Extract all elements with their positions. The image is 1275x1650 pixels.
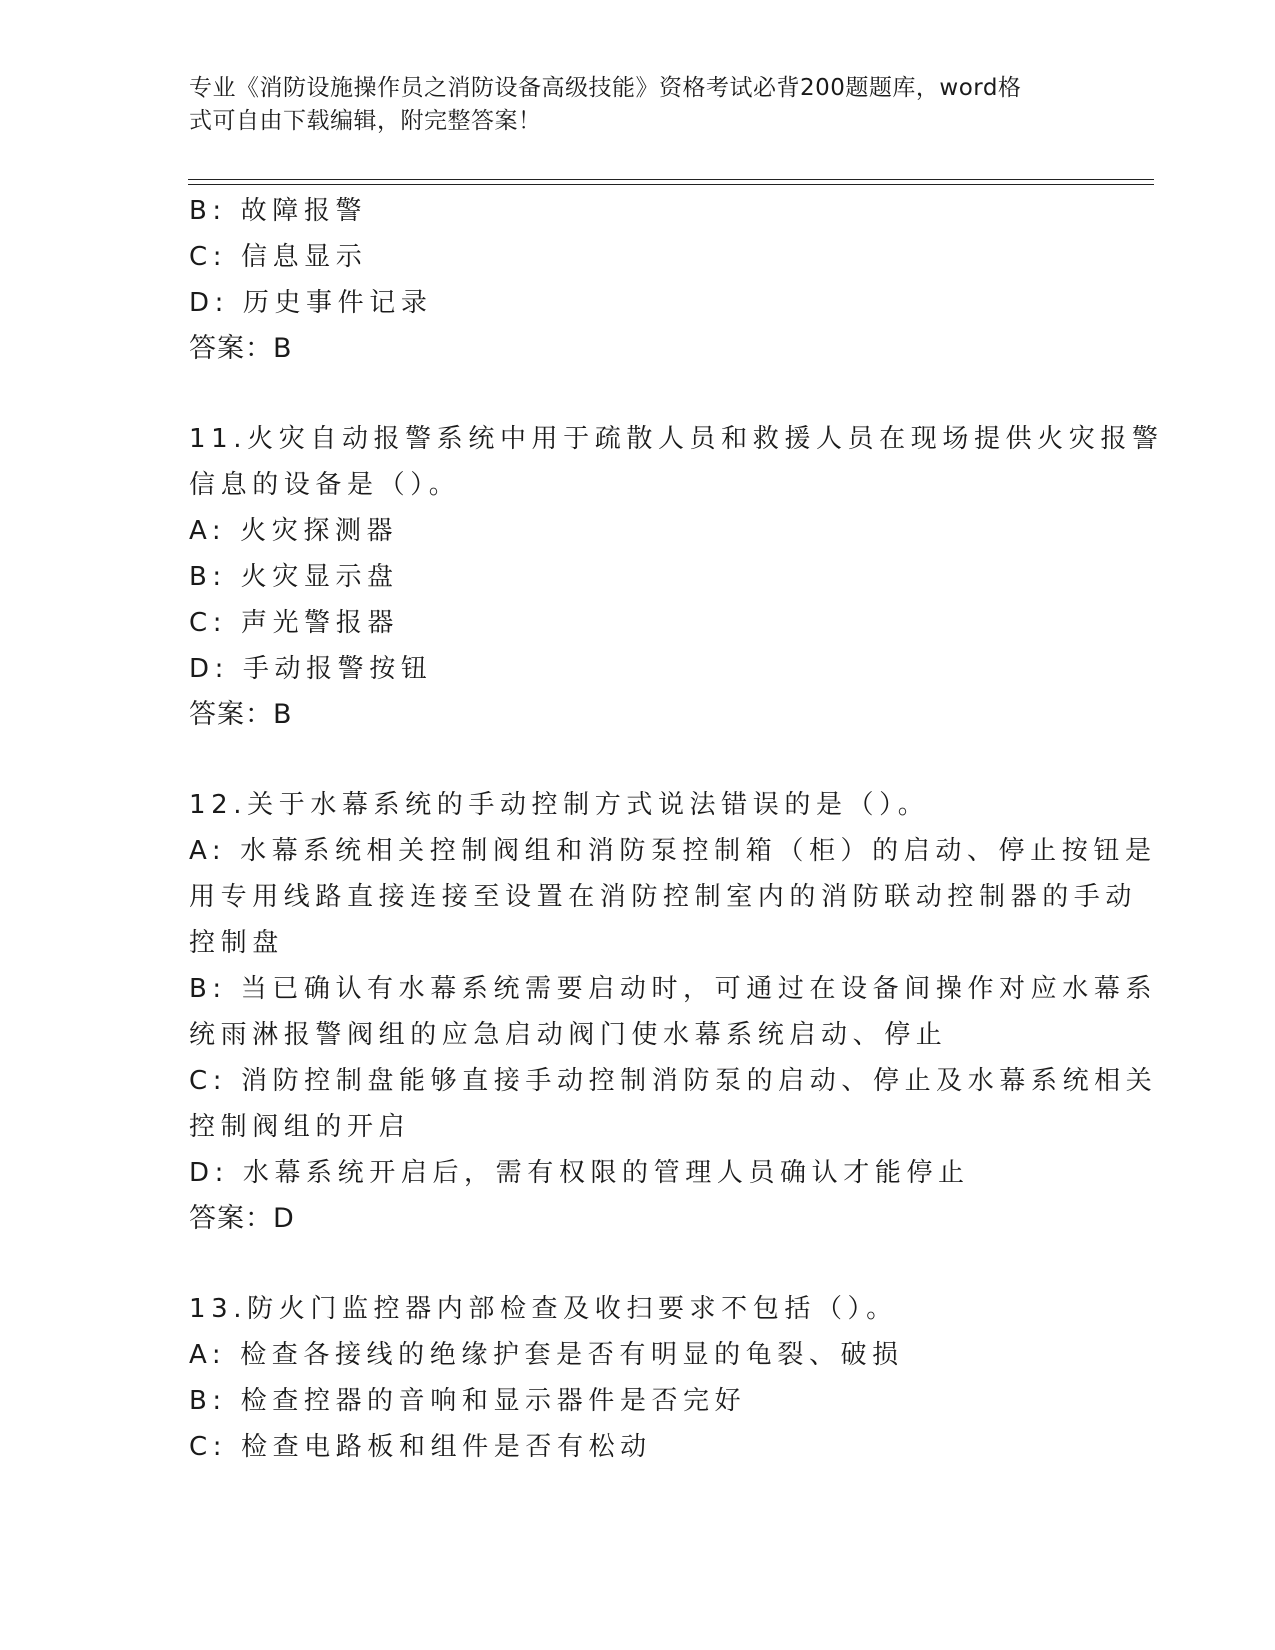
option-a: A: 水幕系统相关控制阀组和消防泵控制箱（柜）的启动、停止按钮是 bbox=[189, 836, 1157, 866]
option-a: A: 检查各接线的绝缘护套是否有明显的龟裂、破损 bbox=[189, 1340, 904, 1370]
answer: 答案：B bbox=[189, 699, 293, 730]
option-a: A: 火灾探测器 bbox=[189, 516, 399, 546]
option-d: D: 历史事件记录 bbox=[189, 288, 433, 318]
spacer bbox=[189, 1242, 1089, 1286]
option-c: C: 消防控制盘能够直接手动控制消防泵的启动、停止及水幕系统相关 bbox=[189, 1066, 1158, 1096]
question-11 bbox=[189, 416, 1164, 738]
question-stem: 13.防火门监控器内部检查及收扫要求不包括（）。 bbox=[189, 1294, 898, 1324]
option-a-cont: 控制盘 bbox=[189, 928, 284, 958]
question-stem: 信息的设备是（）。 bbox=[189, 470, 461, 500]
answer: 答案：B bbox=[189, 333, 293, 364]
question-13 bbox=[189, 1286, 1089, 1470]
option-d: D: 水幕系统开启后，需有权限的管理人员确认才能停止 bbox=[189, 1158, 970, 1188]
option-d: D: 手动报警按钮 bbox=[189, 654, 433, 684]
option-c: C: 检查电路板和组件是否有松动 bbox=[189, 1432, 652, 1462]
option-a-cont: 用专用线路直接连接至设置在消防控制室内的消防联动控制器的手动 bbox=[189, 882, 1138, 912]
option-b: B: 当已确认有水幕系统需要启动时，可通过在设备间操作对应水幕系 bbox=[189, 974, 1158, 1004]
header-divider-top bbox=[188, 179, 1154, 180]
option-b-cont: 统雨淋报警阀组的应急启动阀门使水幕系统启动、停止 bbox=[189, 1020, 948, 1050]
spacer bbox=[189, 372, 1089, 416]
option-b: B: 火灾显示盘 bbox=[189, 562, 399, 592]
header-line-1: 专业《消防设施操作员之消防设备高级技能》资格考试必背200题题库，word格 bbox=[189, 75, 1022, 101]
option-b: B: 故障报警 bbox=[189, 196, 368, 226]
document-header bbox=[189, 72, 1089, 138]
header-divider-bottom bbox=[188, 184, 1154, 185]
option-b: B: 检查控器的音响和显示器件是否完好 bbox=[189, 1386, 747, 1416]
question-stem: 11.火灾自动报警系统中用于疏散人员和救援人员在现场提供火灾报警 bbox=[189, 424, 1164, 454]
question-content bbox=[189, 188, 1164, 1470]
header-line-2: 式可自由下载编辑，附完整答案！ bbox=[189, 108, 542, 134]
option-c: C: 声光警报器 bbox=[189, 608, 399, 638]
answer: 答案：D bbox=[189, 1203, 295, 1234]
question-stem: 12.关于水幕系统的手动控制方式说法错误的是（）。 bbox=[189, 790, 930, 820]
question-12 bbox=[189, 782, 1158, 1242]
spacer bbox=[189, 738, 1089, 782]
option-c-cont: 控制阀组的开启 bbox=[189, 1112, 411, 1142]
question-10-continued bbox=[189, 188, 1089, 372]
option-c: C: 信息显示 bbox=[189, 242, 368, 272]
